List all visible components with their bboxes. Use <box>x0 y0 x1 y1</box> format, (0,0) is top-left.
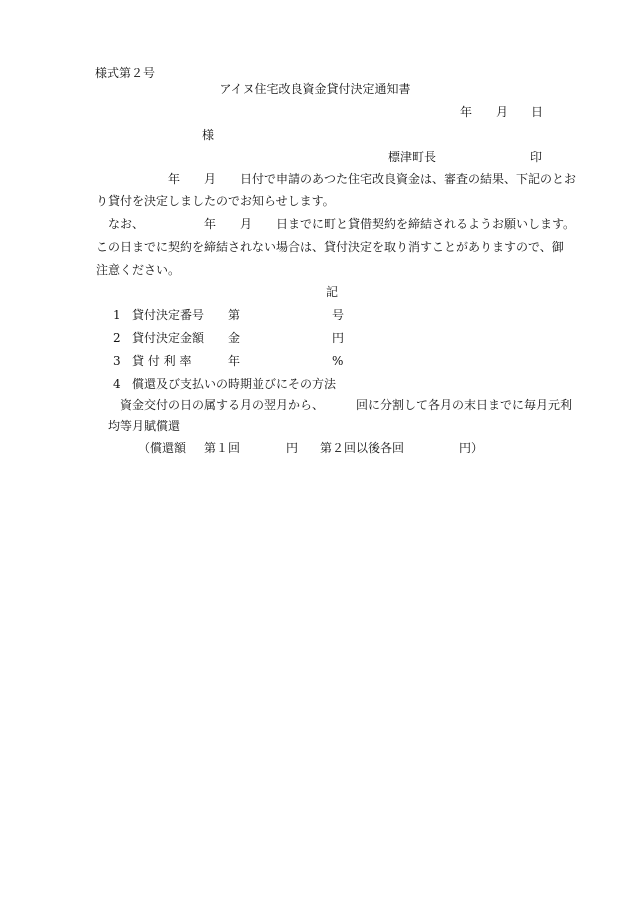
body-line3-year: 年 <box>204 217 217 231</box>
item-suffix: % <box>332 354 344 368</box>
ki-heading: 記 <box>326 285 339 299</box>
item-prefix: 金 <box>228 331 241 345</box>
body-line3-month: 月 <box>240 217 253 231</box>
item-label-loan-number: 貸付決定番号 <box>132 308 205 322</box>
item-number: 3 <box>113 354 121 368</box>
body-line2: り貸付を決定しましたのでお知らせします。 <box>96 194 335 208</box>
item-number: 4 <box>113 377 121 391</box>
repayment-line2: 均等月賦償還 <box>108 419 181 433</box>
date-day-label: 日 <box>531 105 544 119</box>
item-label-interest-rate: 貸 付 利 率 <box>132 354 192 368</box>
repayment-detail-second: 第２回以後各回 <box>320 441 405 455</box>
item-prefix: 年 <box>228 354 241 368</box>
repayment-line1-start: 資金交付の日の属する月の翌月から、 <box>120 398 325 412</box>
item-prefix: 第 <box>228 308 241 322</box>
seal-mark: 印 <box>530 150 543 164</box>
item-suffix: 号 <box>332 308 345 322</box>
item-label-loan-amount: 貸付決定金額 <box>132 331 205 345</box>
repayment-detail-first: 第１回 <box>204 441 241 455</box>
body-line3-text: 日までに町と貸借契約を締結されるようお願いします。 <box>276 217 576 231</box>
item-number: 2 <box>113 331 121 345</box>
item-label-repayment-method: 償還及び支払いの時期並びにその方法 <box>132 377 337 391</box>
date-month-label: 月 <box>496 105 509 119</box>
body-line5: 注意ください。 <box>96 263 181 277</box>
repayment-detail-yen1: 円 <box>286 441 299 455</box>
addressee-suffix: 様 <box>202 128 215 142</box>
body-line4: この日までに契約を締結されない場合は、貸付決定を取り消すことがありますので、御 <box>96 240 564 254</box>
sender-title: 標津町長 <box>388 150 437 164</box>
repayment-detail-yen2: 円） <box>459 441 484 455</box>
item-suffix: 円 <box>332 331 345 345</box>
body-line1-year: 年 <box>168 172 181 186</box>
body-line3-start: なお、 <box>108 217 145 231</box>
body-line1-text: 日付で申請のあつた住宅改良資金は、審査の結果、下記のとお <box>240 172 577 186</box>
repayment-line1-end: 回に分割して各月の末日までに毎月元利 <box>356 398 573 412</box>
document-title: アイヌ住宅改良資金貸付決定通知書 <box>219 82 411 96</box>
date-year-label: 年 <box>460 105 473 119</box>
form-label: 様式第２号 <box>95 66 156 80</box>
repayment-detail-open: （償還額 <box>138 441 187 455</box>
item-number: 1 <box>113 308 121 322</box>
body-line1-month: 月 <box>204 172 217 186</box>
